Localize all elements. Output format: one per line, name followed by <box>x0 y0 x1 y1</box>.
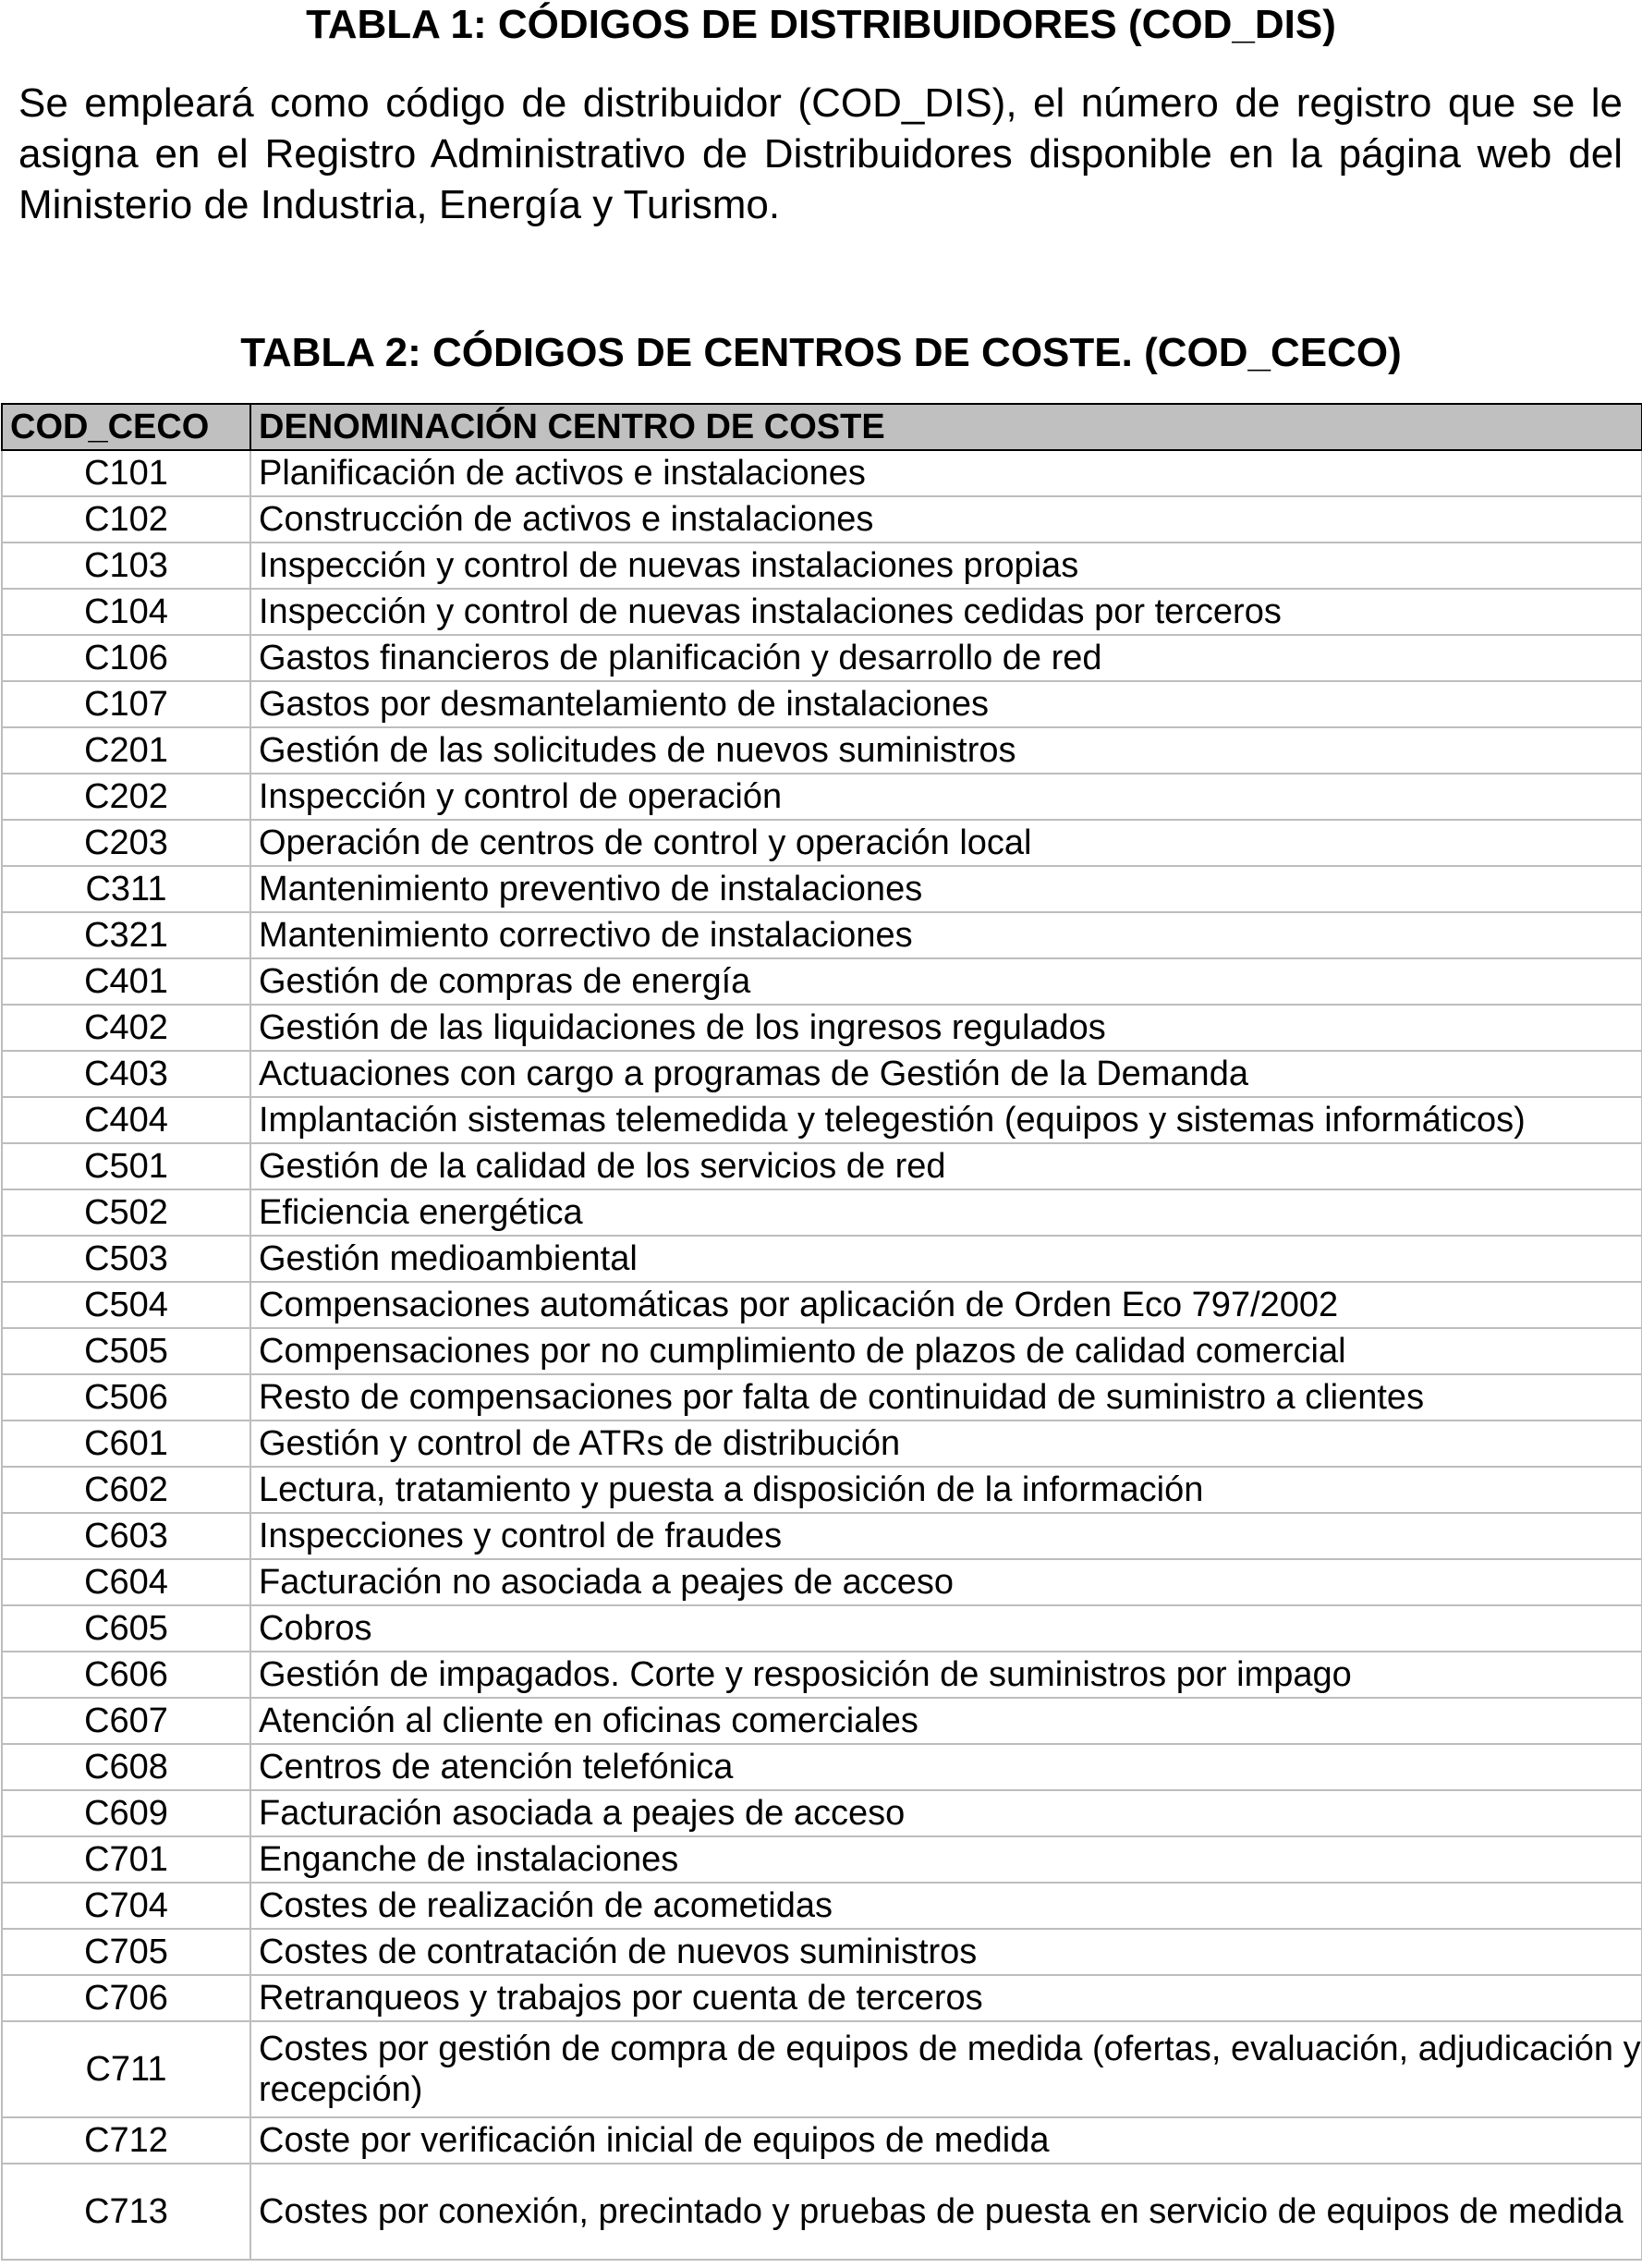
denominacion-cell: Costes de contratación de nuevos suministros <box>250 1929 1642 1975</box>
cod-ceco-cell: C104 <box>2 589 250 635</box>
denominacion-cell: Gestión de las solicitudes de nuevos suministros <box>250 727 1642 774</box>
cod-ceco-cell: C504 <box>2 1282 250 1328</box>
table-row <box>2 2021 1642 2117</box>
cod-ceco-cell: C604 <box>2 1559 250 1605</box>
cod-ceco-cell: C601 <box>2 1421 250 1467</box>
denominacion-cell: Gestión de las liquidaciones de los ingresos regulados <box>250 1005 1642 1051</box>
table-row <box>2 1513 1642 1559</box>
header-cod-ceco: COD_CECO <box>2 404 250 450</box>
table-row <box>2 635 1642 681</box>
table-header-row <box>2 404 1642 450</box>
cod-ceco-cell: C711 <box>2 2021 250 2117</box>
cod-ceco-cell: C311 <box>2 866 250 912</box>
denominacion-cell: Implantación sistemas telemedida y telegestión (equipos y sistemas informáticos) <box>250 1097 1642 1143</box>
denominacion-cell: Gestión de la calidad de los servicios de red <box>250 1143 1642 1189</box>
table-row <box>2 496 1642 543</box>
table-row <box>2 820 1642 866</box>
denominacion-cell: Construcción de activos e instalaciones <box>250 496 1642 543</box>
header-denominacion: DENOMINACIÓN CENTRO DE COSTE <box>250 404 1642 450</box>
table-row <box>2 1097 1642 1143</box>
tabla-2-title: TABLA 2: CÓDIGOS DE CENTROS DE COSTE. (COD_CECO) <box>240 330 1402 375</box>
table-row <box>2 1051 1642 1097</box>
denominacion-cell: Planificación de activos e instalaciones <box>250 450 1642 496</box>
table-row <box>2 589 1642 635</box>
table-row <box>2 1328 1642 1374</box>
table-row <box>2 1282 1642 1328</box>
cod-ceco-cell: C101 <box>2 450 250 496</box>
table-row <box>2 1189 1642 1236</box>
denominacion-cell: Centros de atención telefónica <box>250 1744 1642 1790</box>
denominacion-cell: Costes por gestión de compra de equipos de medida (ofertas, evaluación, adjudicación y recepción) <box>250 2021 1642 2117</box>
cod-ceco-cell: C605 <box>2 1605 250 1652</box>
denominacion-cell: Facturación no asociada a peajes de acceso <box>250 1559 1642 1605</box>
table-row <box>2 1005 1642 1051</box>
cod-ceco-cell: C106 <box>2 635 250 681</box>
cod-ceco-cell: C607 <box>2 1698 250 1744</box>
cod-ceco-cell: C404 <box>2 1097 250 1143</box>
cod-ceco-cell: C107 <box>2 681 250 727</box>
table-body <box>2 450 1642 2260</box>
table-row <box>2 1143 1642 1189</box>
table-row <box>2 1467 1642 1513</box>
cod-ceco-cell: C706 <box>2 1975 250 2021</box>
cod-ceco-cell: C402 <box>2 1005 250 1051</box>
denominacion-cell: Costes de realización de acometidas <box>250 1883 1642 1929</box>
denominacion-cell: Inspección y control de nuevas instalaciones propias <box>250 543 1642 589</box>
table-row <box>2 866 1642 912</box>
cod-ceco-cell: C203 <box>2 820 250 866</box>
table-row <box>2 1374 1642 1421</box>
table-row <box>2 681 1642 727</box>
cod-ceco-cell: C603 <box>2 1513 250 1559</box>
table-row <box>2 1652 1642 1698</box>
denominacion-cell: Mantenimiento correctivo de instalaciones <box>250 912 1642 958</box>
denominacion-cell: Lectura, tratamiento y puesta a disposición de la información <box>250 1467 1642 1513</box>
cod-ceco-cell: C501 <box>2 1143 250 1189</box>
tabla-1-title: TABLA 1: CÓDIGOS DE DISTRIBUIDORES (COD_DIS) <box>306 2 1336 47</box>
table-row <box>2 1975 1642 2021</box>
cod-ceco-cell: C606 <box>2 1652 250 1698</box>
table-row <box>2 727 1642 774</box>
table-row <box>2 543 1642 589</box>
table-row <box>2 2117 1642 2164</box>
denominacion-cell: Inspecciones y control de fraudes <box>250 1513 1642 1559</box>
denominacion-cell: Facturación asociada a peajes de acceso <box>250 1790 1642 1836</box>
denominacion-cell: Compensaciones automáticas por aplicación de Orden Eco 797/2002 <box>250 1282 1642 1328</box>
cod-ceco-cell: C202 <box>2 774 250 820</box>
cod-ceco-cell: C505 <box>2 1328 250 1374</box>
denominacion-cell: Actuaciones con cargo a programas de Gestión de la Demanda <box>250 1051 1642 1097</box>
table-row <box>2 1929 1642 1975</box>
cod-ceco-cell: C608 <box>2 1744 250 1790</box>
cod-ceco-cell: C701 <box>2 1836 250 1883</box>
table-row <box>2 774 1642 820</box>
cod-ceco-cell: C502 <box>2 1189 250 1236</box>
cod-ceco-cell: C103 <box>2 543 250 589</box>
table-row <box>2 1559 1642 1605</box>
table-row <box>2 1698 1642 1744</box>
table-row <box>2 450 1642 496</box>
cod-ceco-cell: C602 <box>2 1467 250 1513</box>
cod-ceco-cell: C401 <box>2 958 250 1005</box>
denominacion-cell: Gestión y control de ATRs de distribución <box>250 1421 1642 1467</box>
cod-ceco-cell: C321 <box>2 912 250 958</box>
table-row <box>2 1836 1642 1883</box>
denominacion-cell: Coste por verificación inicial de equipos de medida <box>250 2117 1642 2164</box>
table-row <box>2 958 1642 1005</box>
denominacion-cell: Gastos por desmantelamiento de instalaciones <box>250 681 1642 727</box>
denominacion-cell: Resto de compensaciones por falta de continuidad de suministro a clientes <box>250 1374 1642 1421</box>
denominacion-cell: Compensaciones por no cumplimiento de plazos de calidad comercial <box>250 1328 1642 1374</box>
table-row <box>2 1236 1642 1282</box>
cod-ceco-cell: C704 <box>2 1883 250 1929</box>
denominacion-cell: Gastos financieros de planificación y desarrollo de red <box>250 635 1642 681</box>
denominacion-cell: Inspección y control de operación <box>250 774 1642 820</box>
denominacion-cell: Enganche de instalaciones <box>250 1836 1642 1883</box>
denominacion-cell: Eficiencia energética <box>250 1189 1642 1236</box>
denominacion-cell: Costes por conexión, precintado y pruebas de puesta en servicio de equipos de medida <box>250 2164 1642 2260</box>
denominacion-cell: Inspección y control de nuevas instalaciones cedidas por terceros <box>250 589 1642 635</box>
table-row <box>2 1421 1642 1467</box>
denominacion-cell: Mantenimiento preventivo de instalaciones <box>250 866 1642 912</box>
cod-ceco-cell: C609 <box>2 1790 250 1836</box>
denominacion-cell: Operación de centros de control y operación local <box>250 820 1642 866</box>
denominacion-cell: Atención al cliente en oficinas comerciales <box>250 1698 1642 1744</box>
denominacion-cell: Retranqueos y trabajos por cuenta de terceros <box>250 1975 1642 2021</box>
table-row <box>2 1605 1642 1652</box>
cod-ceco-cell: C403 <box>2 1051 250 1097</box>
table-row <box>2 1744 1642 1790</box>
cod-ceco-cell: C503 <box>2 1236 250 1282</box>
cod-ceco-cell: C102 <box>2 496 250 543</box>
table-row <box>2 1790 1642 1836</box>
table-row <box>2 912 1642 958</box>
denominacion-cell: Gestión de compras de energía <box>250 958 1642 1005</box>
cost-center-table <box>1 403 1642 2261</box>
cod-ceco-cell: C705 <box>2 1929 250 1975</box>
table-row <box>2 1883 1642 1929</box>
table-row <box>2 2164 1642 2260</box>
denominacion-cell: Gestión medioambiental <box>250 1236 1642 1282</box>
tabla-1-paragraph: Se empleará como código de distribuidor (COD_DIS), el número de registro que se le asigna en el Registro Administrativo de Distribuidores disponible en la página web del Ministerio de Industria, Energía y Turismo. <box>18 80 1623 227</box>
denominacion-cell: Gestión de impagados. Corte y resposición de suministros por impago <box>250 1652 1642 1698</box>
cod-ceco-cell: C506 <box>2 1374 250 1421</box>
cod-ceco-cell: C201 <box>2 727 250 774</box>
cod-ceco-cell: C712 <box>2 2117 250 2164</box>
denominacion-cell: Cobros <box>250 1605 1642 1652</box>
cod-ceco-cell: C713 <box>2 2164 250 2260</box>
